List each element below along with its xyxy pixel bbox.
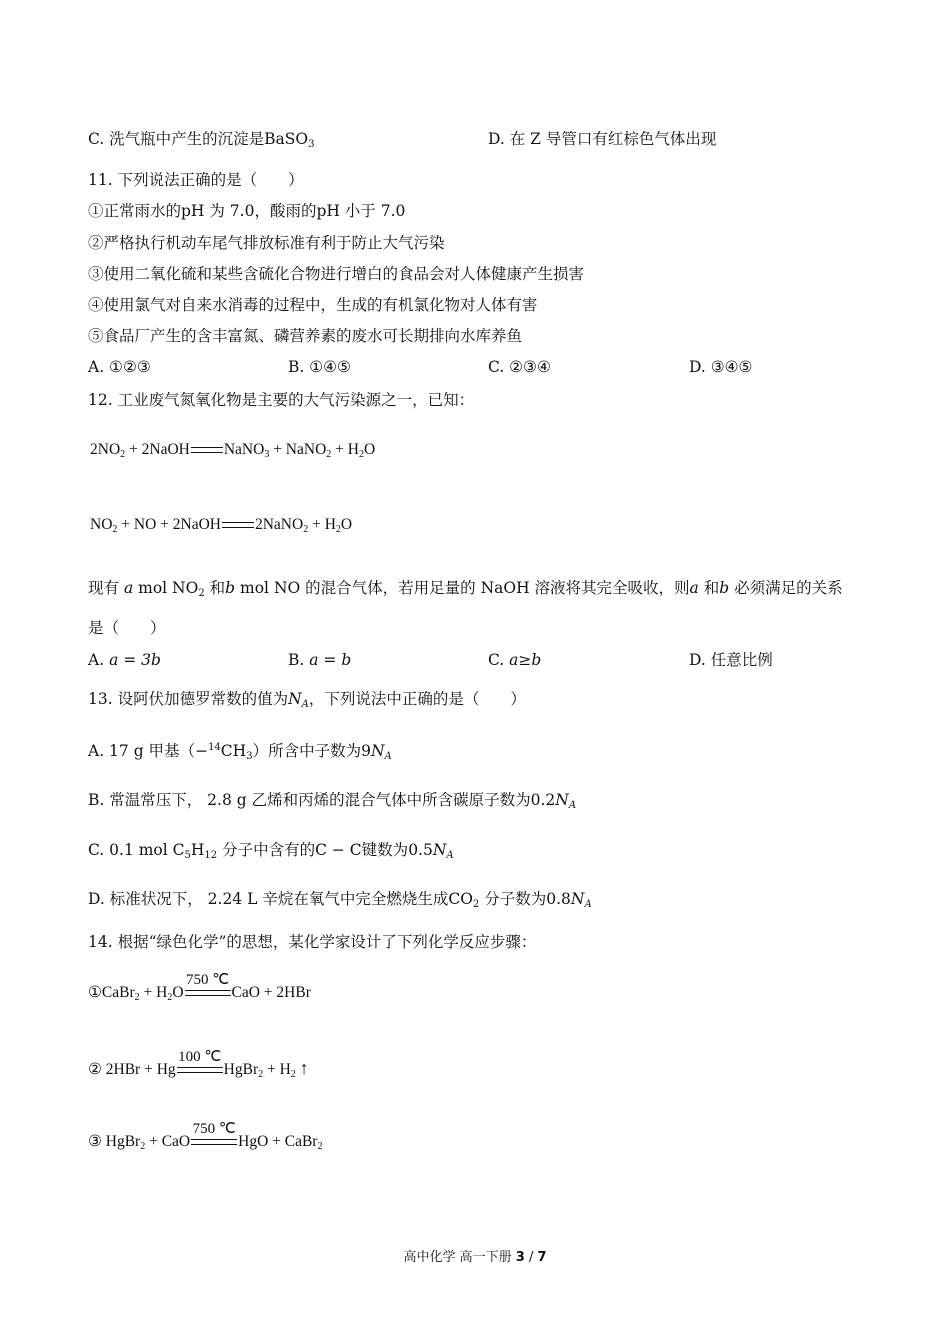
q12-eq1-r3: + H: [331, 441, 359, 458]
q14-r3-condition: [191, 1121, 237, 1145]
q12-option-c-label: C.: [488, 651, 505, 669]
q14-r1-condition: [185, 972, 231, 996]
q12-eq2-r3: O: [340, 516, 353, 533]
na-symbol: $N_A$: [288, 690, 309, 710]
sub-2f: 2: [335, 524, 341, 535]
q12-text-d: mol NO 的混合气体，若用足量的 NaOH 溶液将其完全吸收，则: [240, 579, 690, 597]
q13-option-a: A. 17 g 甲基$(-^{14}CH_3)$所含中子数为$9N_A$: [88, 742, 392, 762]
sub-2n: 2: [317, 1141, 323, 1152]
q10-option-d: D. 在 Z 导管口有红棕色气体出现: [488, 130, 717, 148]
q12-text-line-2: 是（ ）: [88, 619, 166, 637]
footer-page-total: 7: [537, 1250, 547, 1265]
q14-r1-left: ①CaBr: [88, 984, 135, 1001]
q12-option-b-label: B.: [288, 651, 305, 669]
q12-option-c-expr: a≥b: [509, 651, 542, 669]
q12-eq2-r1: 2NaNO: [254, 516, 304, 533]
q13-c-val: 0.5: [408, 841, 433, 859]
sub-2j: 2: [167, 992, 173, 1003]
q11-stem: 11. 下列说法正确的是（ ）: [88, 171, 304, 189]
q11-option-d: D. ③④⑤: [689, 358, 753, 376]
q13-b-text: B. 常温常压下， 2.8 g 乙烯和丙烯的混合气体中所含碳原子数为: [88, 791, 531, 809]
q14-r3-cond-text: 750 ℃: [192, 1121, 236, 1138]
q11-option-a: A. ①②③: [88, 358, 151, 376]
q12-option-a-expr: a = 3b: [109, 651, 161, 669]
q12-option-a: [88, 650, 161, 670]
footer-page-number: 3: [515, 1250, 525, 1265]
q13-a-val: 9: [361, 742, 371, 760]
q13-option-c: [88, 840, 454, 860]
sub-2l: 2: [290, 1069, 296, 1080]
var-a: a: [123, 579, 134, 597]
q12-text-a: 现有: [88, 579, 120, 597]
q13-stem-b: ，下列说法中正确的是（ ）: [308, 690, 526, 708]
q13-a-text1: A. 17 g 甲基（: [88, 742, 196, 760]
sub-5: 5: [184, 850, 191, 861]
q11-item-1: ①正常雨水的pH 为 7.0，酸雨的pH 小于 7.0: [88, 202, 406, 220]
q12-eq2-l2: + NO + 2NaOH: [117, 516, 221, 533]
sub-2h: 2: [472, 899, 480, 910]
q13-d-text1: D. 标准状况下， 2.24 L 辛烷在氧气中完全燃烧生成: [88, 890, 449, 908]
na-symbol-c: $N_A$: [432, 841, 454, 861]
q14-r1-left3: O: [172, 984, 184, 1001]
q12-text-c: 和: [209, 579, 226, 597]
q13-d-text3: 分子数为: [484, 890, 547, 908]
sub-2g: 2: [198, 588, 205, 599]
up-arrow-icon: ↑: [299, 1058, 309, 1078]
q14-r3-left1: ③ HgBr: [88, 1133, 141, 1150]
na-symbol-a: $N_A$: [370, 742, 392, 762]
sub-2d: 2: [112, 524, 118, 535]
sub-2m: 2: [140, 1141, 146, 1152]
sub-2i: 2: [134, 992, 140, 1003]
q14-reaction-3: [88, 1121, 323, 1152]
var-b: b: [225, 579, 236, 597]
q14-reaction-1: [88, 972, 311, 1003]
q11-item-5: ⑤食品厂产生的含丰富氮、磷营养素的废水可长期排向水库养鱼: [88, 327, 523, 345]
q14-reaction-2: [88, 1049, 309, 1080]
q12-eq1-r2: + NaNO: [269, 441, 327, 458]
footer-label: 高中化学 高一下册: [403, 1250, 512, 1265]
sub-2k: 2: [258, 1069, 264, 1080]
q14-r1-left2: + H: [139, 984, 168, 1001]
q12-eq2-l1: NO: [90, 516, 113, 533]
q14-r2-left: ② 2HBr + Hg: [88, 1061, 176, 1078]
sub-3b: 3: [246, 751, 253, 762]
q12-equation-2: [90, 515, 352, 535]
q12-eq1-r1: NaNO: [223, 441, 265, 458]
q13-c-text3: 分子中含有的: [222, 841, 316, 859]
q13-option-d: [88, 889, 592, 909]
q14-r2-right2: + H: [263, 1061, 291, 1078]
q13-stem-a: 13. 设阿伏加德罗常数的值为: [88, 690, 289, 708]
q12-option-c: [488, 650, 541, 670]
q12-option-b: [288, 650, 351, 670]
sub-2e: 2: [303, 524, 309, 535]
q12-text-b: mol NO: [138, 579, 199, 597]
q13-d-text2: CO: [448, 890, 473, 908]
sub-3: 3: [264, 449, 270, 460]
q11-option-b: B. ①④⑤: [288, 358, 351, 376]
q13-b-val: 0.2: [530, 791, 556, 809]
q12-text-line-1: [88, 578, 843, 598]
q14-r3-right1: HgO + CaBr: [238, 1133, 318, 1150]
na-symbol-d: $N_A$: [570, 890, 592, 910]
q11-item-4: ④使用氯气对自来水消毒的过程中，生成的有机氯化物对人体有害: [88, 296, 538, 314]
q13-c-text4: 键数为: [361, 841, 409, 859]
q12-text-f: 必须满足的关系: [734, 579, 843, 597]
q14-r2-cond-text: 100 ℃: [178, 1049, 222, 1066]
q13-d-val: 0.8: [546, 890, 571, 908]
q14-r2-condition: [177, 1049, 223, 1073]
q14-r3-left2: + CaO: [145, 1133, 191, 1150]
q14-r2-right1: HgBr: [223, 1061, 259, 1078]
q13-stem: [88, 689, 526, 709]
q12-eq2-r2: + H: [308, 516, 336, 533]
q10-option-c-text: C. 洗气瓶中产生的沉淀是: [88, 130, 265, 148]
q12-eq1-mid: + 2NaOH: [125, 441, 190, 458]
sub-2c: 2: [358, 449, 364, 460]
footer-separator: /: [524, 1250, 538, 1265]
sub-12: 12: [204, 850, 218, 861]
sub-2b: 2: [326, 449, 332, 460]
q13-c-text1: C. 0.1 mol C: [88, 841, 185, 859]
sub-2: 2: [120, 449, 126, 460]
page-footer: [0, 1246, 950, 1265]
q12-text-e: 和: [703, 579, 720, 597]
q11-item-3: ③使用二氧化硫和某些含硫化合物进行增白的食品会对人体健康产生损害: [88, 265, 585, 283]
q10-option-c-formula: BaSO: [264, 130, 309, 148]
q13-a-text3: ）所含中子数为: [252, 742, 362, 760]
q13-a-text2: CH: [220, 742, 247, 760]
var-b2: b: [719, 579, 730, 597]
q12-option-b-expr: a = b: [309, 651, 352, 669]
q12-stem: 12. 工业废气氮氧化物是主要的大气污染源之一，已知：: [88, 391, 475, 409]
equals-sign-2: [222, 522, 254, 528]
q13-option-b: [88, 790, 576, 810]
q13-c-text2: H: [190, 841, 205, 859]
q11-option-c: C. ②③④: [488, 358, 551, 376]
q10-option-c: [88, 129, 315, 149]
q12-option-a-label: A.: [88, 651, 105, 669]
q12-eq1-r4: O: [363, 441, 376, 458]
q12-eq1-left: 2NO: [90, 441, 121, 458]
q14-r1-cond-text: 750 ℃: [185, 972, 230, 989]
q14-r1-right: CaO + 2HBr: [231, 984, 311, 1001]
q13-c-bond: C − C: [315, 841, 362, 859]
sup-14: 14: [208, 742, 221, 753]
var-a2: a: [689, 579, 699, 597]
equals-sign: [191, 447, 223, 453]
q12-option-d: D. 任意比例: [689, 651, 773, 669]
q11-item-2: ②严格执行机动车尾气排放标准有利于防止大气污染: [88, 234, 445, 252]
q14-stem: 14. 根据“绿色化学”的思想，某化学家设计了下列化学反应步骤：: [88, 933, 537, 951]
na-symbol-b: $N_A$: [555, 791, 577, 811]
q10-option-c-sub: 3: [308, 139, 315, 150]
q12-equation-1: [90, 440, 375, 460]
